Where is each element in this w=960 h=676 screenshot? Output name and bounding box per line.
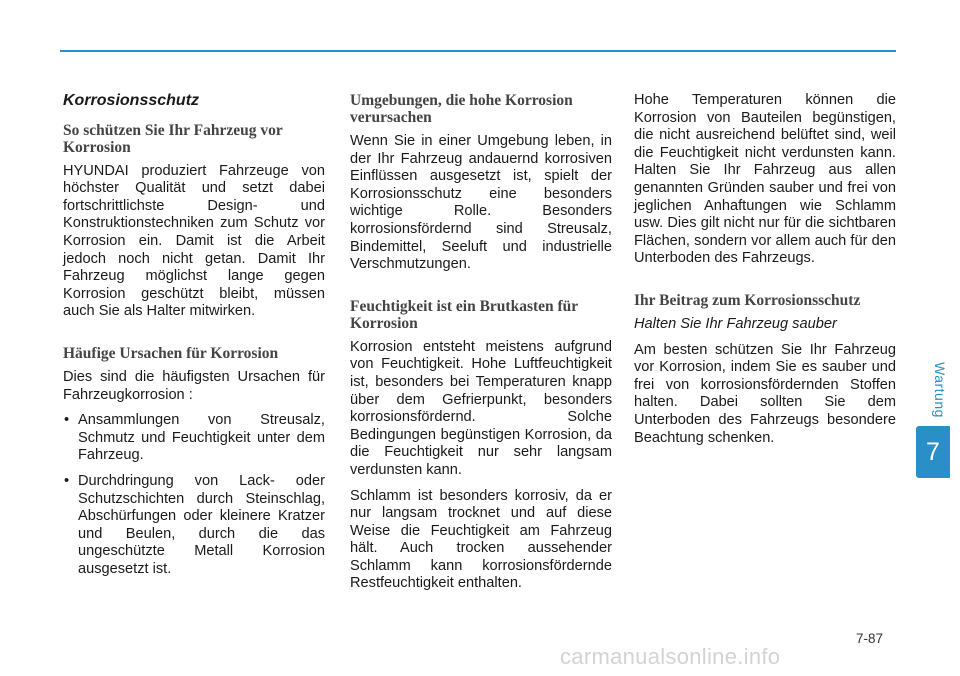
chapter-label: Wartung (932, 362, 948, 418)
heading-your-contribution: Ihr Beitrag zum Korrosionsschutz (634, 291, 861, 309)
list-item (63, 473, 325, 579)
paragraph-mud: Schlamm ist besonders korrosiv, da er nur langsam trocknet und auf diese Weise die Feuchtigkeit am Fahrzeug hält. Auch trocken aussehender Schlamm kann korrosionsfördernde Restfeuchtigkeit enthalten. (350, 487, 612, 592)
paragraph-keep-clean: Am besten schützen Sie Ihr Fahrzeug vor Korrosion, indem Sie es sauber und frei von korrosionsfördernden Stoffen halten. Dabei sollten Sie dem Unterboden des Fahrzeugs besondere Beachtung schenken. (634, 341, 896, 446)
list-item (63, 412, 325, 465)
section-title: Korrosionsschutz (63, 92, 200, 109)
heading-protect-vehicle: So schützen Sie Ihr Fahrzeug vor Korrosion (63, 121, 283, 156)
paragraph-temperatures: Hohe Temperaturen können die Korrosion von Bauteilen begünstigen, die nicht ausreichend belüftet sind, weil die Feuchtigkeit nicht verdunsten kann. Halten Sie Ihr Fahrzeug aus allen genannten Gründen sauber und frei von jeglichen Anhaftungen wie Schlamm usw. Dies gilt nicht nur für die sichtbaren Flächen, sondern vor allem auch für den Unterboden des Fahrzeugs. (634, 92, 896, 267)
paragraph-causes: Dies sind die häufigsten Ursachen für Fahrzeugkorrosion : (63, 368, 325, 403)
page-number: 7-87 (856, 631, 884, 646)
heading-moisture: Feuchtigkeit ist ein Brutkasten für Korrosion (350, 297, 578, 332)
chapter-tab: 7 (916, 426, 950, 478)
header-rule (60, 50, 896, 52)
paragraph-intro: HYUNDAI produziert Fahrzeuge von höchster Qualität und setzt dabei fortschrittlichste Design- und Konstruktionstechniken zum Schutz vor Korrosion ein. Damit ist die Arbeit jedoch noch nicht getan. Damit Ihr Fahrzeug möglichst lange gegen Korrosion geschützt bleibt, müssen auch Sie als Halter mitwirken. (63, 162, 325, 320)
column-1 (63, 92, 325, 586)
list-item-text: Ansammlungen von Streusalz, Schmutz und Feuchtigkeit unter dem Fahrzeug. (78, 412, 325, 464)
bullet-icon: • (64, 472, 70, 489)
cause-list (63, 412, 325, 578)
column-2 (350, 92, 612, 601)
subheading-keep-clean: Halten Sie Ihr Fahrzeug sauber (634, 315, 837, 332)
column-3 (634, 92, 896, 455)
paragraph-environments: Wenn Sie in einer Umgebung leben, in der Ihr Fahrzeug andauernd korrosiven Einflüssen ausgesetzt ist, spielt der Korrosionsschutz eine besonders wichtige Rolle. Besonders korrosionsfördernd sind Streusalz, Bindemittel, Seeluft und industrielle Verschmutzungen. (350, 133, 612, 273)
list-item-text: Durchdringung von Lack- oder Schutzschichten durch Steinschlag, Abschürfungen oder kleinere Kratzer und Beulen, durch die das ungeschützte Metall Korrosion ausgesetzt ist. (78, 472, 325, 577)
heading-common-causes: Häufige Ursachen für Korrosion (63, 344, 279, 362)
paragraph-moisture: Korrosion entsteht meistens aufgrund von Feuchtigkeit. Hohe Luftfeuchtigkeit ist, besonders bei Temperaturen knapp über dem Gefrierpunkt, besonders korrosionsfördernd. Solche Bedingungen begünstigen Korrosion, da die Feuchtigkeit nur sehr langsam verdunsten kann. (350, 338, 612, 478)
heading-environments: Umgebungen, die hohe Korrosion verursachen (350, 92, 573, 126)
bullet-icon: • (64, 412, 70, 429)
watermark: carmanualsonline.info (560, 644, 781, 669)
